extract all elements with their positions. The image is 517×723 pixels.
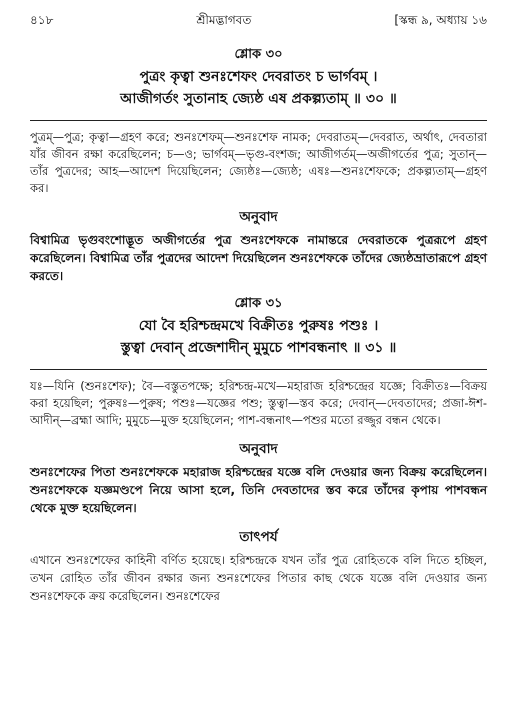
verse-30-line-2: আজীগর্তং সুতানাহ জ্যেষ্ঠ এষ প্রকল্প্যতাম্ ॥ ৩০ ॥ bbox=[120, 91, 397, 107]
verse-31-translation-heading: অনুবাদ bbox=[239, 441, 278, 457]
book-title: শ্রীমদ্ভাগবত bbox=[196, 13, 252, 27]
purport-heading: তাৎপর্য bbox=[239, 529, 278, 545]
verse-31-line-2: স্তুত্বা দেবান্ প্রজেশাদীন্ মুমুচে পাশবন্ধনাৎ ॥ ৩১ ॥ bbox=[120, 340, 397, 356]
running-header bbox=[30, 12, 487, 28]
verse-30-line-1: পুত্রং কৃত্বা শুনঃশেফং দেবরাতং চ ভার্গবম্ । bbox=[139, 69, 378, 85]
verse-31-line-1: যো বৈ হরিশ্চন্দ্রমখে বিক্রীতঃ পুরুষঃ পশুঃ । bbox=[138, 318, 379, 334]
divider-rule bbox=[30, 120, 487, 121]
verse-31-translation: শুনঃশেফের পিতা শুনঃশেফকে মহারাজ হরিশ্চন্দ্রের যজ্ঞে বলি দেওয়ার জন্য বিক্রয় করেছিলেন। শুনঃশেফকে যজ্ঞমণ্ডপে নিয়ে আসা হলে, তিনি দেবতাদের স্তব করে তাঁদের কৃপায় পাশবন্ধন থেকে মুক্ত হয়েছিলেন। bbox=[30, 465, 487, 515]
verse-30-synonyms: পুত্রম্—পুত্র; কৃত্বা—গ্রহণ করে; শুনঃশেফম্—শুনঃশেফ নামক; দেবরাতম্—দেবরাত, অর্থাৎ, দেবতারা যাঁর জীবন রক্ষা করেছিলেন; চ—ও; ভার্গবম্—ভৃগু-বংশজ; আজীগর্তম্—অজীগর্তের পুত্র; সুতান্—তাঁর পুত্রদের; আহ—আদেশ দিয়েছিলেন; জ্যেষ্ঠঃ—জ্যেষ্ঠ; এষঃ—শুনঃশেফকে; প্রকল্প্যতাম্—গ্রহণ কর। bbox=[30, 130, 487, 195]
verse-31-synonyms: যঃ—যিনি (শুনঃশেফ); বৈ—বস্তুতপক্ষে; হরিশ্চন্দ্র-মখে—মহারাজ হরিশ্চন্দ্রের যজ্ঞে; বিক্রীতঃ—বিক্রয় করা হয়েছিল; পুরুষঃ—পুরুষ; পশুঃ—যজ্ঞের পশু; স্তুত্বা—স্তব করে; দেবান্—দেবতাদের; প্রজা-ঈশ-আদীন্—ব্রহ্মা আদি; মুমুচে—মুক্ত হয়েছিলেন; পাশ-বন্ধনাৎ—পশুর মতো রজ্জুর বন্ধন থেকে। bbox=[30, 379, 487, 427]
verse-30-heading: শ্লোক ৩০ bbox=[234, 47, 283, 62]
spacer bbox=[30, 285, 487, 295]
purport-text: এখানে শুনঃশেফের কাহিনী বর্ণিত হয়েছে। হরিশ্চন্দ্রকে যখন তাঁর পুত্র রোহিতকে বলি দিতে হচ্ছিল, তখন রোহিত তাঁর জীবন রক্ষার জন্য শুনঃশেফের পিতার কাছ থেকে যজ্ঞে বলি দেওয়ার জন্য শুনঃশেফকে ক্রয় করেছিলেন। শুনঃশেফের bbox=[30, 553, 487, 603]
verse-30-translation: বিশ্বামিত্র ভৃগুবংশোদ্ভূত অজীগর্তের পুত্র শুনঃশেফকে নামান্তরে দেবরাতকে পুত্ররূপে গ্রহণ করেছিলেন। বিশ্বামিত্র তাঁর পুত্রদের আদেশ দিয়েছিলেন শুনঃশেফকে তাঁদের জ্যেষ্ঠভ্রাতারূপে গ্রহণ করতে। bbox=[30, 233, 487, 283]
page-number: ৪১৮ bbox=[30, 13, 54, 27]
verse-30-translation-heading: অনুবাদ bbox=[239, 209, 278, 225]
verse-31-heading: শ্লোক ৩১ bbox=[234, 296, 283, 311]
chapter-reference: [স্কন্ধ ৯, অধ্যায় ১৬ bbox=[394, 13, 487, 27]
divider-rule bbox=[30, 369, 487, 370]
